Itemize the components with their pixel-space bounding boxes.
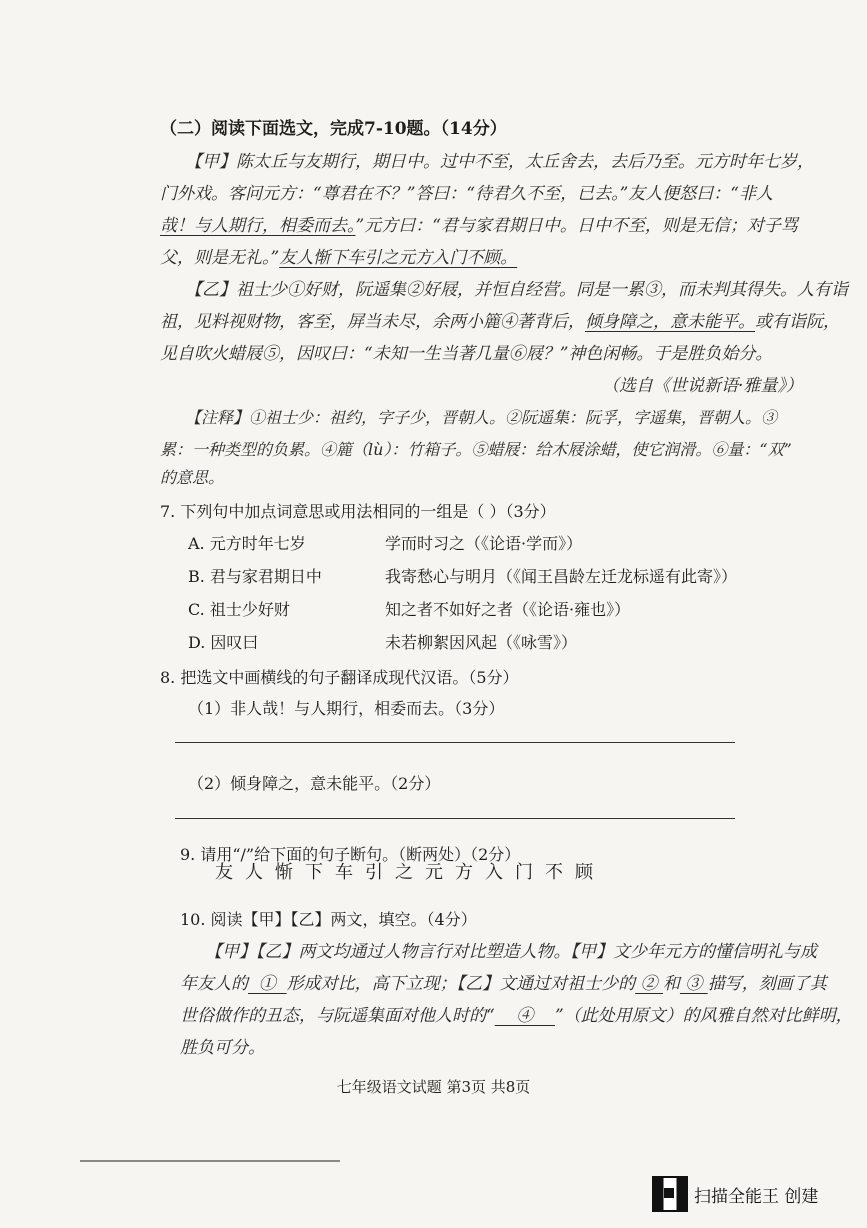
notes-line-2: 累：一种类型的负累。④簏（lù）：竹箱子。⑤蜡屐：给木屐涂蜡，使它润滑。⑥量：“双” xyxy=(160,440,792,459)
notes-line-1: 【注释】①祖士少：祖约，字子少，晋朝人。②阮遥集：阮孚，字遥集，晋朝人。③ xyxy=(185,408,778,427)
q8-answer-line-1[interactable] xyxy=(175,742,735,743)
q10-blank-2[interactable]: ② xyxy=(635,974,663,994)
q7-option-c-ref: 知之者不如好之者（《论语·雍也》） xyxy=(385,600,631,619)
q7-option-b-ref: 我寄愁心与明月（《闻王昌龄左迁龙标遥有此寄》） xyxy=(385,567,738,586)
q10-line-3-b: ”（此处用原文）的风雅自然对比鲜明， xyxy=(554,1006,853,1026)
scanner-watermark xyxy=(652,1176,818,1212)
q10-line-2 xyxy=(180,972,827,996)
notes-line-3: 的意思。 xyxy=(160,468,225,487)
q7-option-d: D. 因叹曰 xyxy=(188,633,259,652)
scan-edge-line xyxy=(80,1160,340,1162)
underlined-sentence-2: 倾身障之，意未能平。 xyxy=(585,312,755,332)
q7-option-c: C. 祖士少好财 xyxy=(188,600,290,619)
underlined-sentence-1: 哉！与人期行，相委而去。 xyxy=(160,216,356,236)
q10-blank-4[interactable]: ④ xyxy=(494,1006,555,1026)
q8-answer-line-2[interactable] xyxy=(175,818,735,819)
q7-stem: 7. 下列句中加点词意思或用法相同的一组是（ ）（3分） xyxy=(160,502,556,521)
q10-line-3-a: 世俗做作的丑态，与阮遥集面对他人时的“ xyxy=(180,1006,495,1026)
jia-line-3-rest: ”元方曰：“君与家君期日中。日中不至，则是无信；对子骂 xyxy=(355,216,798,236)
q10-line-2-a: 年友人的 xyxy=(180,974,248,994)
q10-line-4: 胜负可分。 xyxy=(180,1038,265,1058)
q10-stem: 10. 阅读【甲】【乙】两文，填空。（4分） xyxy=(180,910,477,929)
scanner-label: 扫描全能王 创建 xyxy=(694,1186,819,1207)
q10-blank-1[interactable]: ① xyxy=(248,974,287,994)
q7-option-d-ref: 未若柳絮因风起（《咏雪》） xyxy=(385,633,578,652)
section-title: （二）阅读下面选文，完成7-10题。（14分） xyxy=(160,119,507,139)
jia-line-3 xyxy=(160,214,798,238)
yi-line-1: 【乙】祖士少①好财，阮遥集②好屐，并恒自经营。同是一累③，而未判其得失。人有诣 xyxy=(185,280,848,300)
q7-option-b: B. 君与家君期日中 xyxy=(188,567,322,586)
yi-line-3: 见自吹火蜡屐⑤，因叹曰：“未知一生当著几量⑥屐？”神色闲畅。于是胜负始分。 xyxy=(160,344,773,364)
q10-blank-3[interactable]: ③ xyxy=(679,974,708,994)
q9-sentence[interactable]: 友人惭下车引之元方入门不顾 xyxy=(215,862,605,883)
yi-line-2-start: 祖，见料视财物，客至，屏当未尽，余两小簏④著背后， xyxy=(160,312,585,332)
q10-line-2-b: 形成对比，高下立现；【乙】文通过对祖士少的 xyxy=(286,974,636,994)
q10-line-3 xyxy=(180,1004,853,1028)
q8-stem: 8. 把选文中画横线的句子翻译成现代汉语。（5分） xyxy=(160,668,519,687)
q7-option-a-ref: 学而时习之（《论语·学而》） xyxy=(385,534,583,553)
yi-line-2 xyxy=(160,310,840,334)
q9-stem: 9. 请用“/”给下面的句子断句。（断两处）（2分） xyxy=(180,845,521,864)
underlined-sentence-jia: 友人惭下车引之元方入门不顾。 xyxy=(279,248,518,268)
q8-sub-1: （1）非人哉！与人期行，相委而去。（3分） xyxy=(188,699,505,718)
jia-line-4 xyxy=(160,246,517,270)
qr-code-icon xyxy=(652,1176,688,1212)
q8-sub-2: （2）倾身障之，意未能平。（2分） xyxy=(188,774,441,793)
source-citation: （选自《世说新语·雅量》） xyxy=(602,376,803,396)
jia-line-2: 门外戏。客问元方：“尊君在不？”答曰：“待君久不至，已去。”友人便怒曰：“非人 xyxy=(160,184,773,204)
jia-line-1: 【甲】陈太丘与友期行，期日中。过中不至，太丘舍去，去后乃至。元方时年七岁， xyxy=(185,152,814,172)
q10-line-2-c: 和 xyxy=(662,974,680,994)
q7-option-a: A. 元方时年七岁 xyxy=(188,534,306,553)
page-footer: 七年级语文试题 第3页 共8页 xyxy=(336,1078,531,1096)
q10-line-2-d: 描写，刻画了其 xyxy=(707,974,827,994)
yi-line-2-end: 或有诣阮， xyxy=(755,312,840,332)
q10-line-1: 【甲】【乙】两文均通过人物言行对比塑造人物。【甲】文少年元方的懂信明礼与成 xyxy=(205,942,817,962)
jia-line-4-start: 父，则是无礼。” xyxy=(160,248,280,268)
